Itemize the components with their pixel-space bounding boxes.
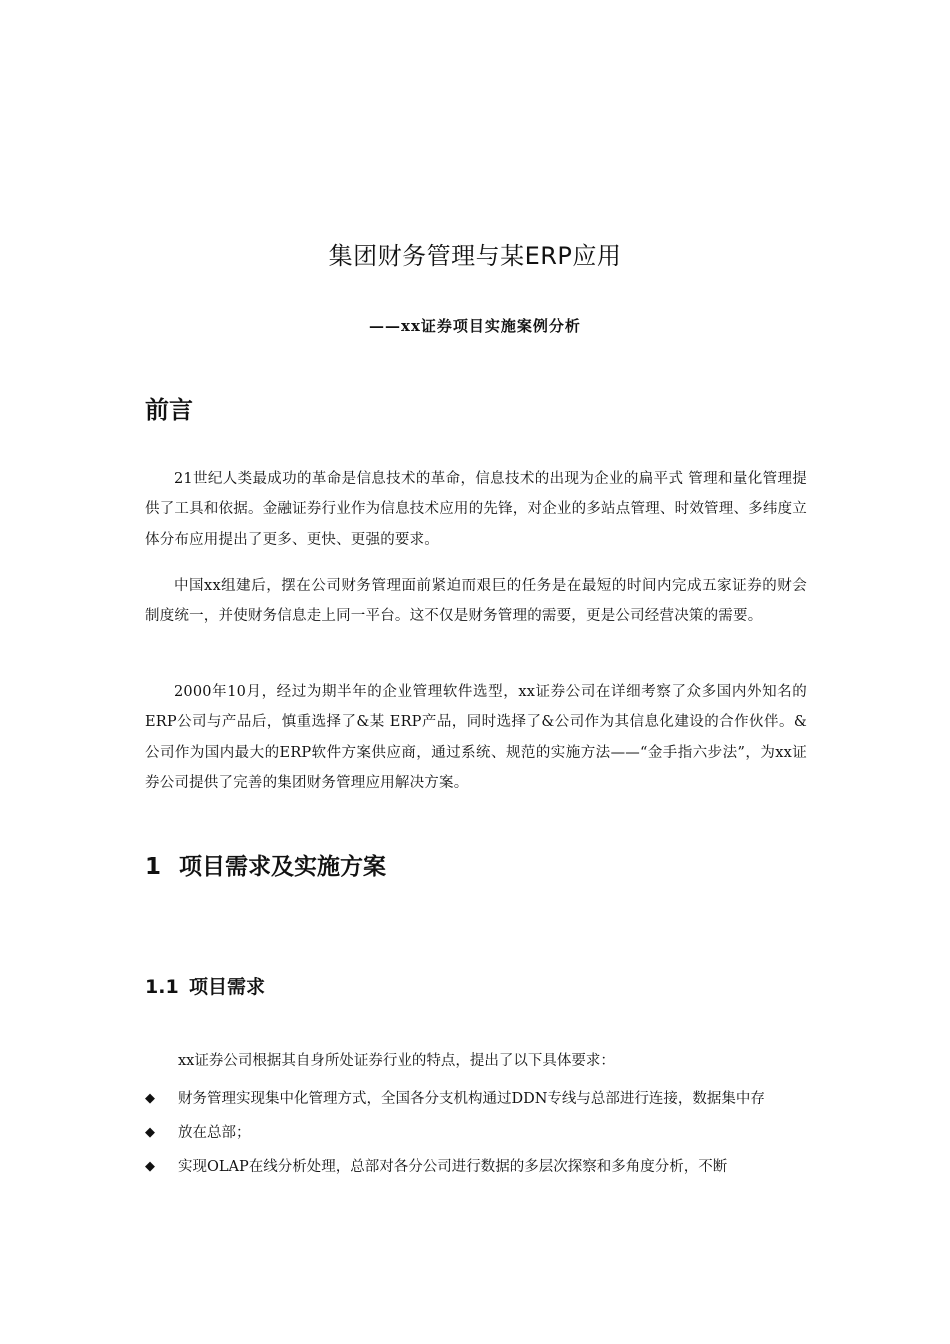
list-item bbox=[145, 1116, 807, 1150]
subsection-heading bbox=[145, 972, 265, 999]
requirements-list bbox=[145, 1082, 807, 1184]
list-item-text: 放在总部； bbox=[178, 1125, 251, 1141]
requirements-intro: xx证券公司根据其自身所处证券行业的特点，提出了以下具体要求： bbox=[178, 1053, 615, 1069]
section-title: 项目需求及实施方案 bbox=[179, 854, 386, 880]
diamond-bullet-icon: ◆ bbox=[145, 1091, 155, 1106]
diamond-bullet-icon: ◆ bbox=[145, 1159, 155, 1174]
document-title: 集团财务管理与某ERP应用 bbox=[328, 242, 622, 270]
section-number: 1 bbox=[145, 854, 162, 880]
list-item bbox=[145, 1082, 807, 1116]
preface-paragraph: 2000年10月，经过为期半年的企业管理软件选型，xx证券公司在详细考察了众多国内外知名的ERP公司与产品后，慎重选择了&某 ERP产品，同时选择了&公司作为其信息化建设的合作伙伴。&公司作为国内最大的ERP软件方案供应商，通过系统、规范的实施方法——“金手指六步法”，为xx证券公司提供了完善的集团财务管理应用解决方案。 bbox=[145, 683, 807, 791]
section-heading bbox=[145, 848, 386, 881]
subsection-number: 1.1 bbox=[145, 976, 179, 998]
preface-paragraph: 21世纪人类最成功的革命是信息技术的革命，信息技术的出现为企业的扁平式 管理和量化管理提供了工具和依据。金融证券行业作为信息技术应用的先锋，对企业的多站点管理、时效管理、多纬度立体分布应用提出了更多、更快、更强的要求。 bbox=[145, 470, 807, 548]
preface-paragraph: 中国xx组建后，摆在公司财务管理面前紧迫而艰巨的任务是在最短的时间内完成五家证券的财会制度统一，并使财务信息走上同一平台。这不仅是财务管理的需要，更是公司经营决策的需要。 bbox=[145, 577, 807, 624]
list-item bbox=[145, 1150, 807, 1184]
document-subtitle: ——xx证券项目实施案例分析 bbox=[369, 317, 581, 335]
list-item-text: 实现OLAP在线分析处理，总部对各分公司进行数据的多层次探察和多角度分析，不断 bbox=[178, 1159, 728, 1175]
preface-heading: 前言 bbox=[145, 396, 193, 424]
diamond-bullet-icon: ◆ bbox=[145, 1125, 155, 1140]
list-item-text: 财务管理实现集中化管理方式，全国各分支机构通过DDN专线与总部进行连接，数据集中存 bbox=[178, 1091, 765, 1107]
subsection-title: 项目需求 bbox=[189, 976, 266, 998]
